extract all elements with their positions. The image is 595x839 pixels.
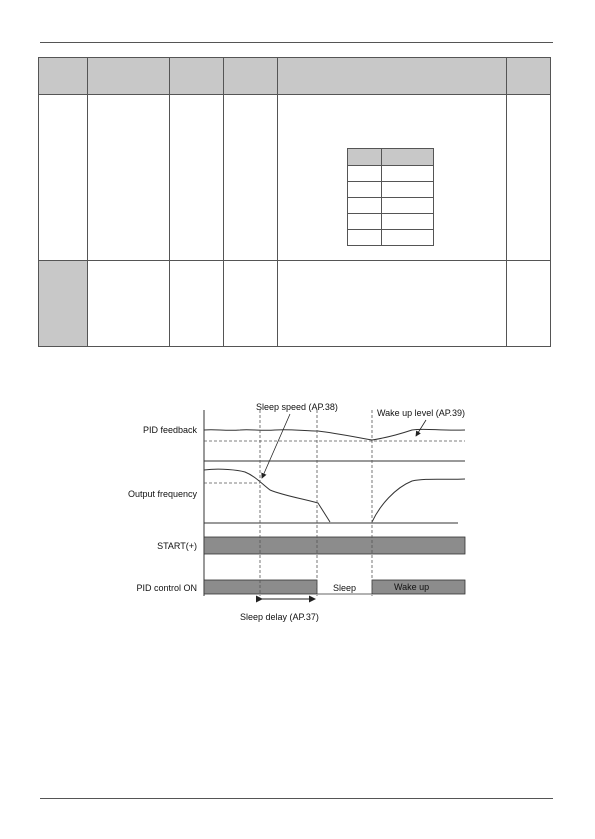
footer-rule — [40, 798, 553, 799]
start-label: START(+) — [157, 541, 197, 551]
wake-up-level-arrow — [416, 420, 426, 436]
pid-feedback-label: PID feedback — [142, 425, 197, 435]
output-frequency-label: Output frequency — [127, 489, 197, 499]
sleep-delay-label: Sleep delay (AP.37) — [240, 612, 319, 622]
pid-control-on-bar — [204, 580, 317, 594]
pid-control-on-label: PID control ON — [136, 583, 197, 593]
wake-up-label: Wake up — [394, 582, 430, 592]
start-signal-bar — [204, 537, 465, 554]
wake-up-level-label: Wake up level (AP.39) — [377, 408, 466, 418]
output-frequency-trace — [204, 469, 465, 522]
sleep-speed-label: Sleep speed (AP.38) — [256, 402, 338, 412]
pid-feedback-trace — [204, 429, 465, 440]
sleep-speed-arrow — [262, 414, 290, 478]
sleep-label: Sleep — [333, 583, 357, 593]
